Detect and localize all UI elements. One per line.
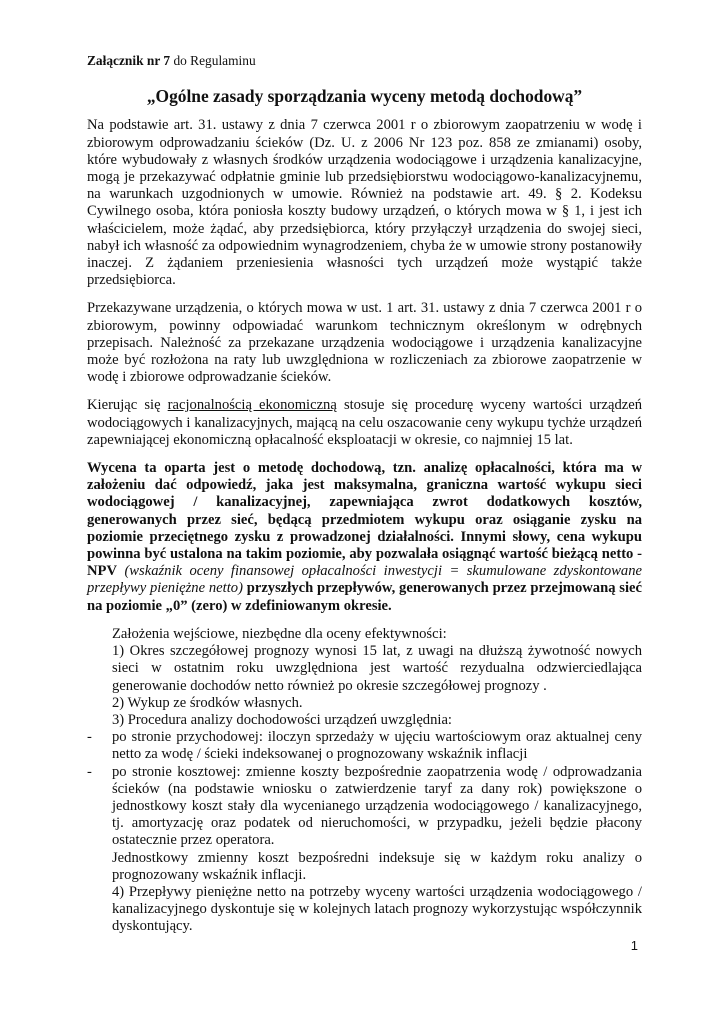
underlined-term: racjonalnością ekonomiczną (167, 397, 337, 414)
attachment-header (87, 52, 642, 69)
assumptions-intro: Założenia wejściowe, niezbędne dla oceny efektywności: (112, 625, 447, 642)
paragraph-legal-basis: Na podstawie art. 31. ustawy z dnia 7 czerwca 2001 r o zbiorowym zaopatrzeniu w wodę i zbiorowym odprowadzaniu ścieków (Dz. U. z 2006 Nr 123 poz. 858 ze zmianami) osoby, które wybudowały z własnych środków urządzenia wodociągowe i urządzenia kanalizacyjne, mogą je przekazywać odpłatnie gminie lub przedsiębiorstwu wodociągowo-kanalizacyjnemu, na warunkach uzgodnionych w umowie. Również na podstawie art. 49. § 2. Kodeksu Cywilnego osoba, która poniosła koszty budowy urządzeń, o których mowa w § 1, i jest ich właścicielem, może żądać, aby przedsiębiorca, który przyłączył urządzenia do swojej sieci, nabył ich własność za odpowiednim wynagrodzeniem, chyba że w umowie strony postanowiły inaczej. Z żądaniem przeniesienia własności tych urządzeń może wystąpić także przedsiębiorca. (87, 117, 642, 289)
assumption-item-1: 1) Okres szczegółowej prognozy wynosi 15 lat, z uwagi na dłuższą żywotność nowych sieci w ostatnim roku uwzględniona jest wartość rezydualna odzwierciedlająca generowanie dochodów netto również po okresie szczegółowej prognozy . (112, 643, 642, 694)
dash-bullet: - (87, 729, 92, 746)
assumptions-section (87, 625, 642, 936)
unit-cost-note: Jednostkowy zmienny koszt bezpośredni indeksuje się w każdym roku analizy o prognozowany wskaźnik inflacji. (112, 849, 642, 883)
dash-item-costs-text: po stronie kosztowej: zmienne koszty bezpośrednie zaopatrzenia wodę / odprowadzania ścieków (na podstawie wniosku o zatwierdzenie taryf za dany rok) powiększone o jednostkowy koszt stały dla wycenianego urządzenia wodociągowego / kanalizacyjnego, tj. amortyzację oraz podatek od nieruchomości, w przypadku, jeżeli będzie płacony ostatecznie przez operatora. (112, 763, 642, 849)
p4-bold-part-1: Wycena ta oparta jest o metodę dochodową, tzn. analizę opłacalności, która ma w założeniu dać odpowiedź, jaka jest maksymalna, graniczna wartość wykupu sieci wodociągowej / kanalizacyjnej, zapewniająca zwrot dodatkowych kosztów, generowanych przez sieć, będącą przedmiotem wykupu oraz osiąganie zysku na poziomie przeciętnego zysku z prowadzonej działalności. Innymi słowy, cena wykupu powinna być ustalona na takim poziomie, aby pozwalała osiągnąć wartość bieżącą netto - NPV (87, 460, 642, 580)
attachment-suffix: do Regulaminu (170, 53, 256, 68)
dash-bullet: - (87, 763, 92, 780)
assumption-item-3: 3) Procedura analizy dochodowości urządzeń uwzględnia: (112, 711, 452, 728)
dash-item-costs (87, 763, 642, 850)
p3-after: stosuje się procedurę wyceny wartości urządzeń wodociągowych i kanalizacyjnych, mającą na celu oszacowanie ceny wykupu tychże urządzeń zapewniającej ekonomiczną opłacalność eksploatacji w okresie, co najmniej 15 lat. (87, 397, 643, 448)
page-number: 1 (630, 938, 638, 953)
attachment-label: Załącznik nr 7 (87, 53, 171, 68)
p3-before: Kierując się (87, 397, 168, 414)
paragraph-valuation-method (87, 460, 642, 615)
dash-item-revenue (87, 729, 642, 763)
dash-item-revenue-text: po stronie przychodowej: iloczyn sprzedaży w ujęciu wartościowym oraz aktualnej ceny netto za wodę / ścieki indeksowanej o prognozowany wskaźnik inflacji (112, 729, 642, 763)
paragraph-economic-rationality (87, 397, 642, 449)
npv-definition: (wskaźnik oceny finansowej opłacalności inwestycji = skumulowane zdyskontowane przepływy pieniężne netto) (87, 563, 642, 597)
document-title: „Ogólne zasady sporządzania wyceny metodą dochodową” (146, 86, 583, 107)
paragraph-transfer-conditions: Przekazywane urządzenia, o których mowa w ust. 1 art. 31. ustawy z dnia 7 czerwca 2001 r o zbiorowym, powinny odpowiadać warunkom technicznym określonym w odrębnych przepisach. Należność za przekazane urządzenia wodociągowe i urządzenia kanalizacyjne może być rozłożona na raty lub uwzględniona w rozliczeniach za zbiorowe zaopatrzenie w wodę i zbiorowe odprowadzanie ścieków. (87, 300, 642, 386)
p4-bold-part-2: przyszłych przepływów, generowanych przez przejmowaną sieć na poziomie „0” (zero) w zdefiniowanym okresie. (87, 580, 642, 614)
assumption-item-2: 2) Wykup ze środków własnych. (112, 694, 303, 711)
assumption-item-4: 4) Przepływy pieniężne netto na potrzeby wyceny wartości urządzenia wodociągowego / kanalizacyjnego dyskontuje się w kolejnych latach prognozy wykorzystując współczynnik dyskontujący. (112, 883, 642, 935)
